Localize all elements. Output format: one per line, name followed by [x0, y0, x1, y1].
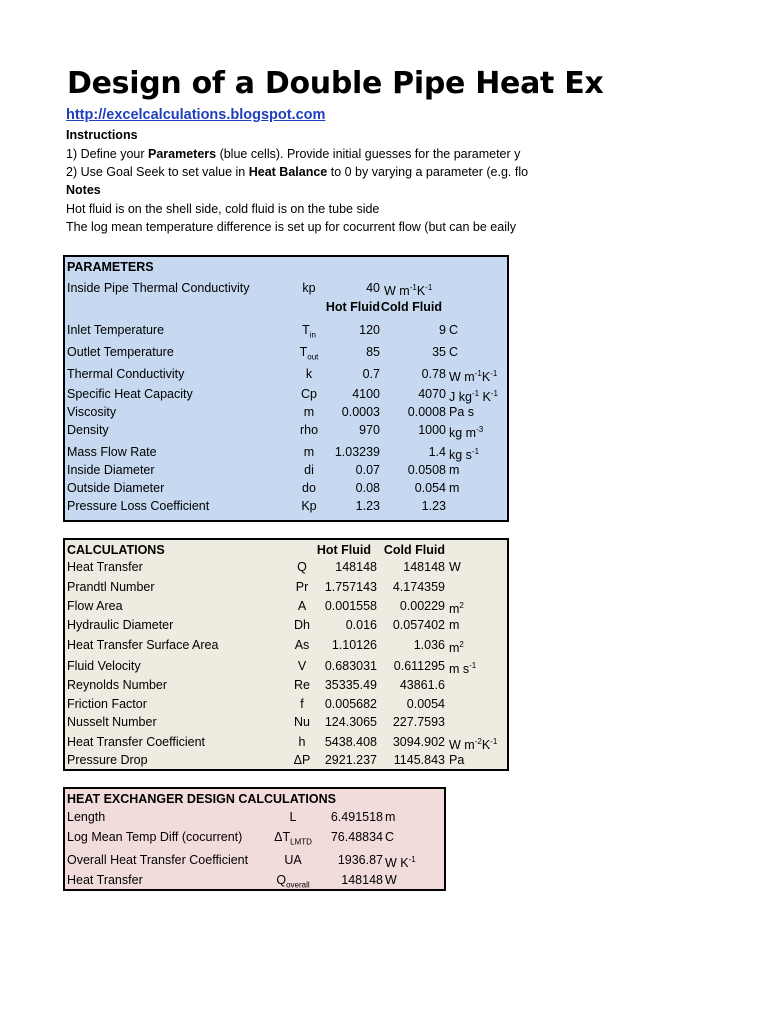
unit-label: W [385, 873, 397, 887]
design-value-cell[interactable]: 6.491518 [330, 810, 383, 824]
cold-value-cell[interactable]: 1.4 [428, 445, 446, 459]
hot-value-cell[interactable]: 35335.49 [324, 678, 377, 692]
table-row [65, 578, 507, 596]
page-title: Design of a Double Pipe Heat Ex [67, 66, 604, 101]
cold-value-cell[interactable]: 0.054 [414, 481, 446, 495]
param-label: Mass Flow Rate [67, 445, 157, 459]
param-symbol: do [302, 481, 316, 495]
param-label: Outlet Temperature [67, 345, 174, 359]
hot-value-cell[interactable]: 0.08 [355, 481, 380, 495]
cold-value-cell[interactable]: 35 [432, 345, 446, 359]
instruction-2: 2) Use Goal Seek to set value in Heat Balance to 0 by varying a parameter (e.g. flo [66, 165, 529, 179]
design-label: Heat Transfer [67, 873, 143, 887]
unit-label: m [385, 810, 396, 824]
parameters-heading-row [65, 258, 507, 276]
unit-label: kg $s^{-1}$ [449, 447, 480, 463]
hot-value-cell[interactable]: 1.23 [355, 499, 380, 513]
calc-symbol: V [297, 659, 307, 673]
hot-value-cell[interactable]: 0.683031 [324, 659, 377, 673]
cold-value-cell[interactable]: 0.00229 [399, 599, 445, 613]
table-row [65, 443, 507, 461]
calc-label: Prandtl Number [67, 580, 155, 594]
param-label: Viscosity [67, 405, 117, 419]
calc-label: Nusselt Number [67, 715, 157, 729]
calc-label: Heat Transfer Coefficient [67, 735, 206, 749]
design-value-cell[interactable]: 148148 [341, 873, 383, 887]
table-row [65, 851, 444, 869]
instructions-heading: Instructions [66, 128, 138, 142]
calc-symbol: ΔP [293, 753, 311, 767]
hot-value-cell[interactable]: 120 [359, 323, 380, 337]
table-row [65, 733, 507, 751]
param-symbol: m [303, 405, 315, 419]
hot-value-cell[interactable]: 0.0003 [341, 405, 380, 419]
param-label: Density [67, 423, 109, 437]
unit-label: Pa s [449, 405, 475, 419]
table-row [65, 421, 507, 439]
table-row [65, 558, 507, 576]
table-row [65, 808, 444, 826]
param-label: Thermal Conductivity [67, 367, 185, 381]
hot-value-cell[interactable]: 5438.408 [324, 735, 377, 749]
hot-value-cell[interactable]: 0.07 [355, 463, 380, 477]
unit-label: C [449, 323, 459, 337]
blog-link-row [66, 107, 325, 123]
table-row: Inside Pipe Thermal Conductivity kp 40 W $m^{-1}K^{-1}$ [67, 281, 433, 299]
unit-label: W $K^{-1}$ [385, 855, 416, 871]
blog-link[interactable]: http://excelcalculations.blogspot.com [66, 107, 326, 123]
calc-label: Heat Transfer Surface Area [67, 638, 219, 652]
calc-symbol: Re [294, 678, 310, 692]
hot-value-cell[interactable]: 1.10126 [331, 638, 377, 652]
table-row [65, 597, 507, 615]
table-row [65, 461, 507, 479]
note-2: The log mean temperature difference is set up for cocurrent flow (but can be eaily [66, 220, 517, 234]
unit-label: m [449, 463, 460, 477]
unit-label: Pa [449, 753, 465, 767]
design-label: Log Mean Temp Diff (cocurrent) [67, 830, 243, 844]
cold-value-cell[interactable]: 1000 [418, 423, 446, 437]
param-symbol: rho [299, 423, 319, 437]
cold-value-cell[interactable]: 148148 [403, 560, 445, 574]
hot-value-cell[interactable]: 0.016 [345, 618, 377, 632]
unit-label: m $s^{-1}$ [449, 661, 477, 677]
param-label: Inside Diameter [67, 463, 155, 477]
table-row [65, 751, 507, 769]
calc-symbol: A [297, 599, 307, 613]
hot-value-cell[interactable]: 0.7 [362, 367, 380, 381]
param-symbol: di [304, 463, 314, 477]
table-row [65, 713, 507, 731]
table-row [65, 365, 507, 383]
design-heading-row [65, 790, 444, 808]
column-header-row: Hot Fluid Cold Fluid [325, 300, 442, 314]
cold-value-cell[interactable]: 0.057402 [392, 618, 445, 632]
calculations-heading: CALCULATIONS [67, 543, 165, 557]
table-row [65, 479, 507, 497]
table-row [65, 676, 507, 694]
table-row [65, 695, 507, 713]
hot-value-cell[interactable]: 0.005682 [324, 697, 377, 711]
cold-value-cell[interactable]: 0.0008 [407, 405, 446, 419]
calc-symbol: f [300, 697, 304, 711]
table-row [65, 497, 507, 515]
unit-label: W $m^{-2}K^{-1}$ [449, 737, 498, 753]
unit-label: J $kg^{-1}$ $K^{-1}$ [449, 389, 498, 405]
design-table [63, 787, 446, 891]
param-symbol: $T_{out}$ [299, 345, 319, 362]
calculations-heading-row: CALCULATIONS Hot Fluid Cold Fluid [67, 543, 445, 557]
notes-heading: Notes [66, 183, 101, 197]
hot-value-cell[interactable]: 124.3065 [324, 715, 377, 729]
unit-label: C [385, 830, 395, 844]
param-label: Pressure Loss Coefficient [67, 499, 210, 513]
hot-value-cell[interactable]: 4100 [352, 387, 380, 401]
parameters-heading: PARAMETERS [67, 260, 154, 274]
cold-value-cell[interactable]: 0.0508 [407, 463, 446, 477]
hot-value-cell[interactable]: 0.001558 [324, 599, 377, 613]
design-value-cell[interactable]: 76.48834 [330, 830, 383, 844]
cold-value-cell[interactable]: 4070 [418, 387, 446, 401]
kp-unit: W $m^{-1}K^{-1}$ [384, 283, 433, 299]
param-symbol: Cp [301, 387, 317, 401]
cold-value-cell[interactable]: 1.036 [413, 638, 445, 652]
unit-label: W $m^{-1}K^{-1}$ [449, 369, 498, 385]
design-symbol: $Q_{overall}$ [276, 873, 310, 890]
table-row [65, 403, 507, 421]
param-label: Outside Diameter [67, 481, 165, 495]
calc-symbol: Nu [294, 715, 310, 729]
cold-value-cell[interactable]: 1145.843 [393, 753, 445, 767]
table-row [65, 636, 507, 654]
design-label: Overall Heat Transfer Coefficient [67, 853, 249, 867]
calc-label: Reynolds Number [67, 678, 168, 692]
hot-value-cell[interactable]: 970 [359, 423, 380, 437]
design-symbol: L [289, 810, 297, 824]
calc-label: Fluid Velocity [67, 659, 141, 673]
table-row [65, 657, 507, 675]
design-heading: HEAT EXCHANGER DESIGN CALCULATIONS [67, 792, 336, 806]
design-symbol: UA [284, 853, 302, 867]
unit-label: m [449, 618, 460, 632]
cold-value-cell[interactable]: 4.174359 [392, 580, 445, 594]
calc-label: Flow Area [67, 599, 123, 613]
calc-label: Heat Transfer [67, 560, 143, 574]
cold-value-cell[interactable]: 0.0054 [406, 697, 445, 711]
unit-label: kg $m^{-3}$ [449, 425, 484, 441]
table-row [65, 871, 444, 889]
hot-value-cell[interactable]: 1.757143 [324, 580, 377, 594]
calc-label: Hydraulic Diameter [67, 618, 174, 632]
cold-value-cell[interactable]: 227.7593 [392, 715, 445, 729]
cold-value-cell[interactable]: 0.78 [421, 367, 446, 381]
calc-label: Friction Factor [67, 697, 147, 711]
cold-value-cell[interactable]: 0.611295 [393, 659, 445, 673]
calc-symbol: h [298, 735, 306, 749]
design-label: Length [67, 810, 106, 824]
calc-symbol: Dh [294, 618, 310, 632]
param-label: Inlet Temperature [67, 323, 165, 337]
hot-value-cell[interactable]: 85 [366, 345, 380, 359]
unit-label: C [449, 345, 459, 359]
param-symbol: $T_{in}$ [302, 323, 316, 340]
note-1: Hot fluid is on the shell side, cold fluid is on the tube side [66, 202, 380, 216]
kp-value-cell[interactable]: 40 [366, 281, 380, 295]
table-row [65, 616, 507, 634]
hot-value-cell[interactable]: 148148 [335, 560, 377, 574]
param-symbol: k [305, 367, 313, 381]
unit-label: $m^2$ [449, 601, 464, 617]
instruction-1: 1) Define your Parameters (blue cells). Provide initial guesses for the parameter y [66, 147, 521, 161]
calculations-table [63, 538, 509, 771]
design-symbol: $\Delta T_{LMTD}$ [274, 830, 312, 847]
table-row [65, 321, 507, 339]
unit-label: $m^2$ [449, 640, 464, 656]
calc-symbol: Q [297, 560, 307, 574]
hot-value-cell[interactable]: 1.03239 [334, 445, 380, 459]
calc-label: Pressure Drop [67, 753, 148, 767]
cold-value-cell[interactable]: 1.23 [421, 499, 446, 513]
cold-value-cell[interactable]: 9 [439, 323, 446, 337]
table-row [65, 385, 507, 403]
parameters-table [63, 255, 509, 522]
calc-symbol: Pr [295, 580, 309, 594]
design-value-cell[interactable]: 1936.87 [337, 853, 383, 867]
cold-value-cell[interactable]: 3094.902 [392, 735, 445, 749]
hot-value-cell[interactable]: 2921.237 [324, 753, 377, 767]
cold-value-cell[interactable]: 43861.6 [399, 678, 445, 692]
table-row [65, 828, 444, 846]
unit-label: W [449, 560, 461, 574]
calc-symbol: As [294, 638, 310, 652]
param-symbol: m [303, 445, 315, 459]
table-row [65, 343, 507, 361]
param-symbol: Kp [301, 499, 317, 513]
param-label: Specific Heat Capacity [67, 387, 193, 401]
unit-label: m [449, 481, 460, 495]
